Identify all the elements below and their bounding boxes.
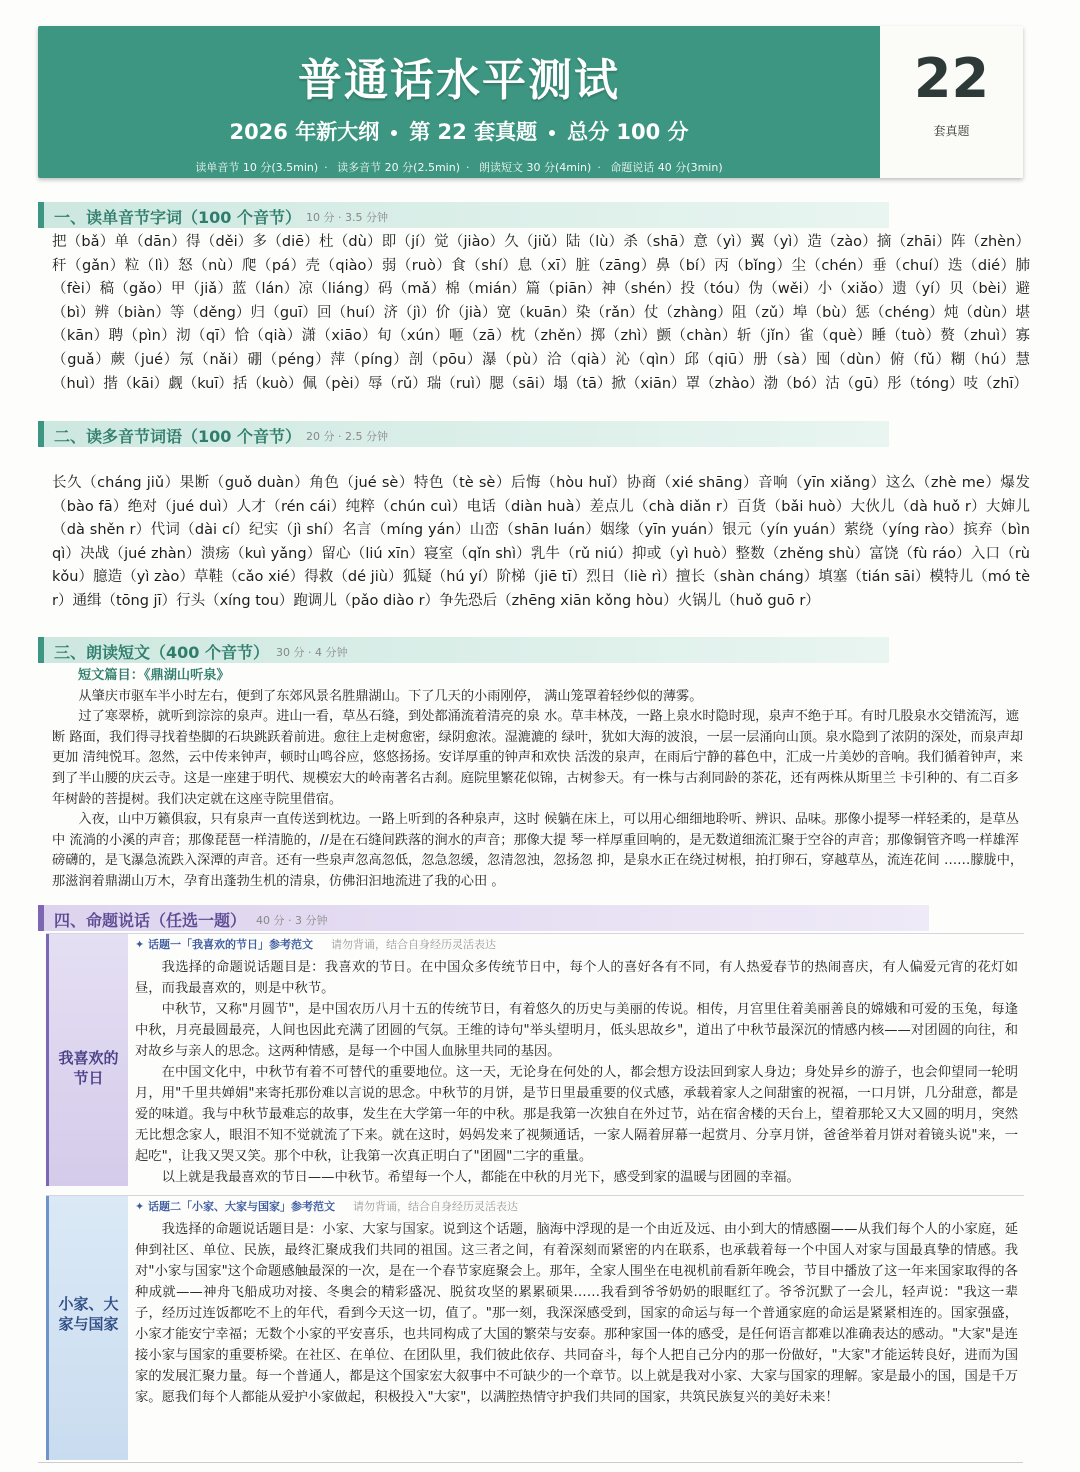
section-title: 四、命题说话（任选一题） xyxy=(54,911,247,930)
section-3-content xyxy=(52,666,1030,893)
topic-note: 请勿背诵，结合自身经历灵活表达 xyxy=(353,1200,519,1213)
topic-paragraph: 我选择的命题说话题目是：我喜欢的节日。在中国众多传统节日中，每个人的喜好各有不同，有人热爱春节的热闹喜庆，有人偏爱元宵的花灯如昼，而我最喜欢的，则是中秋节。 xyxy=(135,960,1018,996)
separator-dot-icon xyxy=(391,130,397,136)
essay-paragraph: 过了寒翠桥，就听到淙淙的泉声。进山一看，草丛石缝，到处都涌流着清亮的泉 水。草丰林茂，一路上泉水时隐时现，泉声不绝于耳。有时几股泉水交错流泻，遮断 路面，我们得寻找着垫脚的石块跳跃着前进。愈往上走树愈密，绿阴愈浓。湿漉漉的 绿叶，犹如大海的波浪，一层一层涌向山顶。泉水隐到了浓阴的深处，而泉声却更加 清纯悦耳。忽然，云中传来钟声，顿时山鸣谷应，悠悠扬扬。安详厚重的钟声和欢快 活泼的泉声，在雨后宁静的暮色中，汇成一片美妙的音响。我们循着钟声，来到了半山腰的庆云寺。这是一座建于明代、规模宏大的岭南著名古刹。庭院里繁花似锦，古树参天。有一株与古刹同龄的茶花，还有两株从斯里兰 卡引种的、有二百多年树龄的菩提树。我们决定就在这座寺院里借宿。 xyxy=(52,709,1024,807)
topic-heading xyxy=(135,1196,1018,1217)
header-main xyxy=(38,26,880,178)
section-1-heading xyxy=(38,202,889,228)
badge-label: 套真题 xyxy=(933,124,970,138)
essay-paragraph: 入夜，山中万籁俱寂，只有泉声一直传送到枕边。一路上听到的各种泉声，这时 候躺在床上，可以用心细细地聆听、辨识、品味。那像小提琴一样轻柔的，是草丛中 流淌的小溪的声音；那像琵琶一样清脆的，//是在石缝间跌落的涧水的声音；那像大提 琴一样厚重回响的，是无数道细流汇聚于空谷的声音；那像铜管齐鸣一样雄浑磅礴的，是飞瀑急流跌入深潭的声音。还有一些泉声忽高忽低，忽急忽缓，忽清忽浊，忽扬忽 抑，是泉水正在绕过树根，拍打卵石，穿越草丛，流连花间 ……朦胧中，那滋润着鼎湖山万木，孕育出蓬勃生机的清泉，仿佛汩汩地流进了我的心田 。 xyxy=(52,812,1024,889)
topic-1-sidebar xyxy=(46,934,128,1186)
header-subtitle xyxy=(38,116,880,146)
topic-side-label: 家与国家 xyxy=(58,1315,119,1333)
score-item: 命题说话 40 分(3min) xyxy=(610,161,723,174)
essay-paragraph: 从肇庆市驱车半小时左右，便到了东郊风景名胜鼎湖山。下了几天的小雨刚停， 满山笼罩着轻纱似的薄雾。 xyxy=(78,688,703,704)
topic-1-text xyxy=(135,934,1018,1188)
section-meta: 10 分 · 3.5 分钟 xyxy=(306,211,388,224)
section-3-heading xyxy=(38,637,889,663)
section-meta: 30 分 · 4 分钟 xyxy=(276,646,348,659)
topic-paragraph: 以上就是我最喜欢的节日——中秋节。希望每一个人，都能在中秋的月光下，感受到家的温暖与团圆的幸福。 xyxy=(161,1170,800,1185)
badge-number: 22 xyxy=(913,47,990,110)
topic-side-label: 节日 xyxy=(73,1069,104,1087)
section-4-heading xyxy=(38,905,929,931)
topic-heading-text: ✦ 话题二「小家、大家与国家」参考范文 xyxy=(135,1200,336,1213)
header-banner xyxy=(38,26,1023,178)
topic-paragraph: 中秋节，又称"月圆节"，是中国农历八月十五的传统节日，有着悠久的历史与美丽的传说。相传，月宫里住着美丽善良的嫦娥和可爱的玉兔，每逢中秋，月亮最圆最亮，人间也因此充满了团圆的气氛。王维的诗句"举头望明月，低头思故乡"，道出了中秋节最深沉的情感内核——对团圆的向往，和对故乡与亲人的思念。这两种情感，是每一个中国人血脉里共同的基因。 xyxy=(135,1002,1018,1059)
topic-2-panel xyxy=(46,1195,1024,1460)
topic-heading xyxy=(135,934,1018,955)
year-label: 2026 年新大纲 xyxy=(229,120,380,144)
section-title: 三、朗读短文（400 个音节） xyxy=(54,643,269,662)
section-title: 二、读多音节词语（100 个音节） xyxy=(54,427,301,446)
essay-title: 短文篇目：《鼎湖山听泉》 xyxy=(78,668,230,683)
bottom-divider xyxy=(38,1462,1023,1463)
score-item: 朗读短文 30 分(4min) xyxy=(478,161,592,174)
set-number-badge xyxy=(879,26,1023,178)
total-label: 总分 100 分 xyxy=(567,120,689,144)
score-item: 读单音节 10 分(3.5min) xyxy=(195,161,319,174)
topic-paragraph: 我选择的命题说话题目是：小家、大家与国家。说到这个话题，脑海中浮现的是一个由近及远、由小到大的情感圈——从我们每个人的小家庭，延伸到社区、单位、民族，最终汇聚成我们共同的祖国。这三者之间，有着深刻而紧密的内在联系，也承载着每一个中国人对家与国最真挚的情感。我对"小家与国家"这个命题感触最深的一次，是在一个春节家庭聚会上。那年，全家人围坐在电视机前看新年晚会，节目中播放了这一年来国家取得的各种成就——神舟飞船成功对接、冬奥会的精彩盛况、脱贫攻坚的累累硕果……我看到爷爷奶奶的眼眶红了。爷爷沉默了一会儿，轻声说："我这一辈子，经历过连饭都吃不上的年代，看到今天这一切，值了。"那一刻，我深深感受到，国家的命运与每一个普通家庭的命运是紧紧相连的。国家强盛，小家才能安宁幸福；无数个小家的平安喜乐，也共同构成了大国的繁荣与安泰。那种家国一体的感受，是任何语言都难以准确表达的感动。"大家"是连接小家与国家的重要桥梁。在社区、在单位、在团队里，我们彼此依存、共同奋斗，每个人把自己分内的那一份做好，"大家"才能运转良好，进而为国家的发展汇聚力量。每一个普通人，都是这个国家宏大叙事中不可缺少的一个章节。以上就是我对小家、大家与国家的理解。家是最小的国，国是千万家。愿我们每个人都能从爱护小家做起，积极投入"大家"，以满腔热情守护我们共同的国家，共筑民族复兴的美好未来！ xyxy=(135,1222,1018,1405)
set-label: 第 22 套真题 xyxy=(409,120,538,144)
section-2-heading xyxy=(38,421,889,447)
section-1-content: 把（bǎ）单（dān）得（děi）多（diē）杜（dù）即（jí）觉（jiào）久（jiǔ）陆（lù）杀（shā）意（yì）翼（yì）造（zào）摘（zhāi）阵（zhèn）秆（gǎn）粒（lì）怒（nù）爬（pá）壳（qiào）弱（ruò）食（shí）息（xī）脏（zāng）鼻（bí）丙（bǐng）尘（chén）垂（chuí）迭（dié）肺（fèi）稿（gǎo）甲（jiǎ）蓝（lán）凉（liáng）码（mǎ）棉（mián）篇（piān）神（shén）投（tóu）伪（wěi）小（xiǎo）遗（yí）贝（bèi）避（bì）辨（biàn）等（děng）归（guī）回（huí）济（jì）价（jià）宽（kuān）染（rǎn）仗（zhàng）阻（zǔ）埠（bù）惩（chéng）炖（dùn）堪（kān）聘（pìn）沏（qī）恰（qià）潇（xiāo）旬（xún）咂（zā）枕（zhěn）掷（zhì）颤（chàn）斩（jǐn）雀（què）睡（tuò）赘（zhuì）寡（guǎ）蕨（jué）氖（nǎi）硼（péng）萍（píng）剖（pōu）瀑（pù）洽（qià）沁（qìn）邱（qiū）册（sà）囤（dùn）俯（fǔ）糊（hú）慧（huì）揩（kāi）觑（kuī）括（kuò）佩（pèi）辱（rǔ）瑞（ruì）腮（sāi）塌（tā）掀（xiān）罩（zhào）渤（bó）沽（gū）彤（tóng）吱（zhī） xyxy=(52,234,1030,392)
section-meta: 40 分 · 3 分钟 xyxy=(256,914,328,927)
page-title: 普通话水平测试 xyxy=(298,55,620,106)
topic-side-label: 小家、大 xyxy=(58,1295,119,1313)
topic-2-sidebar xyxy=(46,1196,128,1460)
section-meta: 20 分 · 2.5 分钟 xyxy=(306,430,388,443)
topic-side-label: 我喜欢的 xyxy=(58,1049,119,1067)
score-item: 读多音节 20 分(2.5min) xyxy=(337,161,460,174)
separator-dot-icon xyxy=(549,130,555,136)
topic-note: 请勿背诵，结合自身经历灵活表达 xyxy=(331,938,497,951)
topic-heading-text: ✦ 话题一「我喜欢的节日」参考范文 xyxy=(135,938,314,951)
topic-paragraph: 在中国文化中，中秋节有着不可替代的重要地位。这一天，无论身在何处的人，都会想方设法回到家人身边；身处异乡的游子，也会仰望同一轮明月，用"千里共婵娟"来寄托那份难以言说的思念。中秋节的月饼，是节日里最重要的仪式感，承载着家人之间甜蜜的祝福，一口月饼，几分甜意，都是爱的味道。我与中秋节最难忘的故事，发生在大学第一年的中秋。那是我第一次独自在外过节，站在宿舍楼的天台上，望着那轮又大又圆的明月，突然无比想念家人，眼泪不知不觉就流了下来。就在这时，妈妈发来了视频通话，一家人隔着屏幕一起赏月、分享月饼，爸爸举着月饼对着镜头说"来，一起吃"，让我又哭又笑。那个中秋，让我第一次真正明白了"团圆"二字的重量。 xyxy=(135,1065,1018,1164)
section-2-content: 长久（cháng jiǔ）果断（guǒ duàn）角色（jué sè）特色（tè sè）后悔（hòu huǐ）协商（xié shāng）音响（yīn xiǎng）这么（zhè me）爆发（bào fā）绝对（jué duì）人才（rén cái）纯粹（chún cuì）电话（diàn huà）差点儿（chà diǎn r）百货（bǎi huò）大伙儿（dà huǒ r）大婶儿（dà shěn r）代词（dài cí）纪实（jì shí）名言（míng yán）山峦（shān luán）姻缘（yīn yuán）银元（yín yuán）萦绕（yíng rào）摈弃（bìn qì）决战（jué zhàn）溃疡（kuì yǎng）留心（liú xīn）寝室（qǐn shì）乳牛（rǔ niú）抑或（yì huò）整数（zhěng shù）富饶（fù ráo）入口（rù kǒu）臆造（yì zào）草鞋（cǎo xié）得救（dé jiù）狐疑（hú yí）阶梯（jiē tī）烈日（liè rì）擅长（shàn cháng）填塞（tián sāi）模特儿（mó tè r）通缉（tōng jī）行头（xíng tou）跑调儿（pǎo diào r）争先恐后（zhēng xiān kǒng hòu）火锅儿（huǒ guō r） xyxy=(52,475,1030,609)
topic-2-text xyxy=(135,1196,1018,1408)
topic-1-panel xyxy=(46,933,1024,1186)
score-breakdown: 读单音节 10 分(3.5min) · 读多音节 20 分(2.5min) · 朗读短文 30 分(4min) · 命题说话 40 分(3min) xyxy=(195,161,723,174)
section-title: 一、读单音节字词（100 个音节） xyxy=(54,208,301,227)
